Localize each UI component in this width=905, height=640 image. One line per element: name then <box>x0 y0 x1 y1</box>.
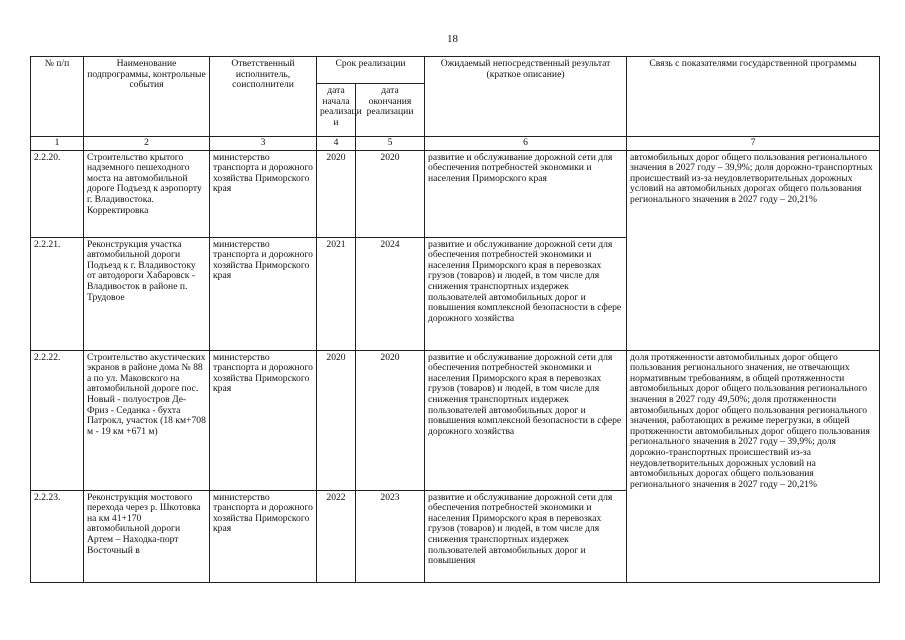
event-name: Реконструкция участка автомобильной дороги Подъезд к г. Владивостоку от автодороги Хабаровск - Владивосток в районе п. Трудовое <box>84 237 210 350</box>
expected-result: развитие и обслуживание дорожной сети для обеспечения потребностей экономики и населения Приморского края в перевозках грузов (товаров) и людей, в том числе для снижения транспортных издержек пользователей автомобильных дорог и повышения комплексной безопасности в сфере дорожного хозяйства <box>425 350 627 490</box>
header-period: Срок реализации <box>317 57 425 84</box>
header-num: № п/п <box>31 57 84 137</box>
end-year: 2023 <box>356 490 425 582</box>
row-number: 2.2.20. <box>31 150 84 237</box>
index-cell: 7 <box>627 137 880 151</box>
row-number: 2.2.23. <box>31 490 84 582</box>
index-cell: 1 <box>31 137 84 151</box>
header-end-date: дата окончания реализации <box>356 84 425 137</box>
index-cell: 2 <box>84 137 210 151</box>
header-start-date: дата начала реализаци и <box>317 84 356 137</box>
index-cell: 4 <box>317 137 356 151</box>
row-number: 2.2.22. <box>31 350 84 490</box>
program-table <box>30 56 880 583</box>
end-year: 2020 <box>356 150 425 237</box>
expected-result: развитие и обслуживание дорожной сети для обеспечения потребностей экономики и населения Приморского края <box>425 150 627 237</box>
header-result: Ожидаемый непосредственный результат (краткое описание) <box>425 57 627 137</box>
event-name: Строительство крытого надземного пешеходного моста на автомобильной дороге Подъезд к аэропорту г. Владивостока. Корректировка <box>84 150 210 237</box>
page-number: 18 <box>447 33 458 45</box>
header-responsible: Ответственный исполнитель, соисполнители <box>210 57 317 137</box>
end-year: 2020 <box>356 350 425 490</box>
event-name: Строительство акустических экранов в районе дома № 88 а по ул. Маковского на автомобильной дороге пос. Новый - полуостров Де-Фриз - Седанка - бухта Патрокл, участок (18 км+708 м - 19 км +671 м) <box>84 350 210 490</box>
index-cell: 3 <box>210 137 317 151</box>
program-indicators: автомобильных дорог общего пользования регионального значения в 2027 году – 39,9%; доля дорожно-транспортных происшествий из-за неудовлетворительных дорожных условий на автомобильных дорогах общего пользования регионального значения в 2027 году – 20,21% <box>627 150 880 350</box>
responsible: министерство транспорта и дорожного хозяйства Приморского края <box>210 150 317 237</box>
index-cell: 5 <box>356 137 425 151</box>
table-row <box>31 150 880 237</box>
table-row <box>31 350 880 490</box>
header-name: Наименование подпрограммы, контрольные события <box>84 57 210 137</box>
start-year: 2020 <box>317 350 356 490</box>
responsible: министерство транспорта и дорожного хозяйства Приморского края <box>210 490 317 582</box>
program-indicators: доля протяженности автомобильных дорог общего пользования регионального значения, не отвечающих нормативным требованиям, в общей протяженности автомобильных дорог общего пользования регионального значения в 2027 году 49,50%; доля протяженности автомобильных дорог общего пользования регионального значения, работающих в режиме перегрузки, в общей протяженности автомобильных дорог общего пользования регионального значения в 2027 году – 39,9%; доля дорожно-транспортных происшествий из-за неудовлетворительных дорожных условий на автомобильных дорогах общего пользования регионального значения в 2027 году – 20,21% <box>627 350 880 582</box>
header-link: Связь с показателями государственной программы <box>627 57 880 137</box>
row-number: 2.2.21. <box>31 237 84 350</box>
expected-result: развитие и обслуживание дорожной сети для обеспечения потребностей экономики и населения Приморского края в перевозках грузов (товаров) и людей, в том числе для снижения транспортных издержек пользователей автомобильных дорог и повышения <box>425 490 627 582</box>
responsible: министерство транспорта и дорожного хозяйства Приморского края <box>210 350 317 490</box>
responsible: министерство транспорта и дорожного хозяйства Приморского края <box>210 237 317 350</box>
event-name: Реконструкция мостового перехода через р. Шкотовка на км 41+170 автомобильной дороги Артем – Находка-порт Восточный в <box>84 490 210 582</box>
end-year: 2024 <box>356 237 425 350</box>
index-cell: 6 <box>425 137 627 151</box>
start-year: 2020 <box>317 150 356 237</box>
start-year: 2022 <box>317 490 356 582</box>
start-year: 2021 <box>317 237 356 350</box>
expected-result: развитие и обслуживание дорожной сети для обеспечения потребностей экономики и населения Приморского края в перевозках грузов (товаров) и людей, в том числе для снижения транспортных издержек пользователей автомобильных дорог и повышения комплексной безопасности в сфере дорожного хозяйства <box>425 237 627 350</box>
